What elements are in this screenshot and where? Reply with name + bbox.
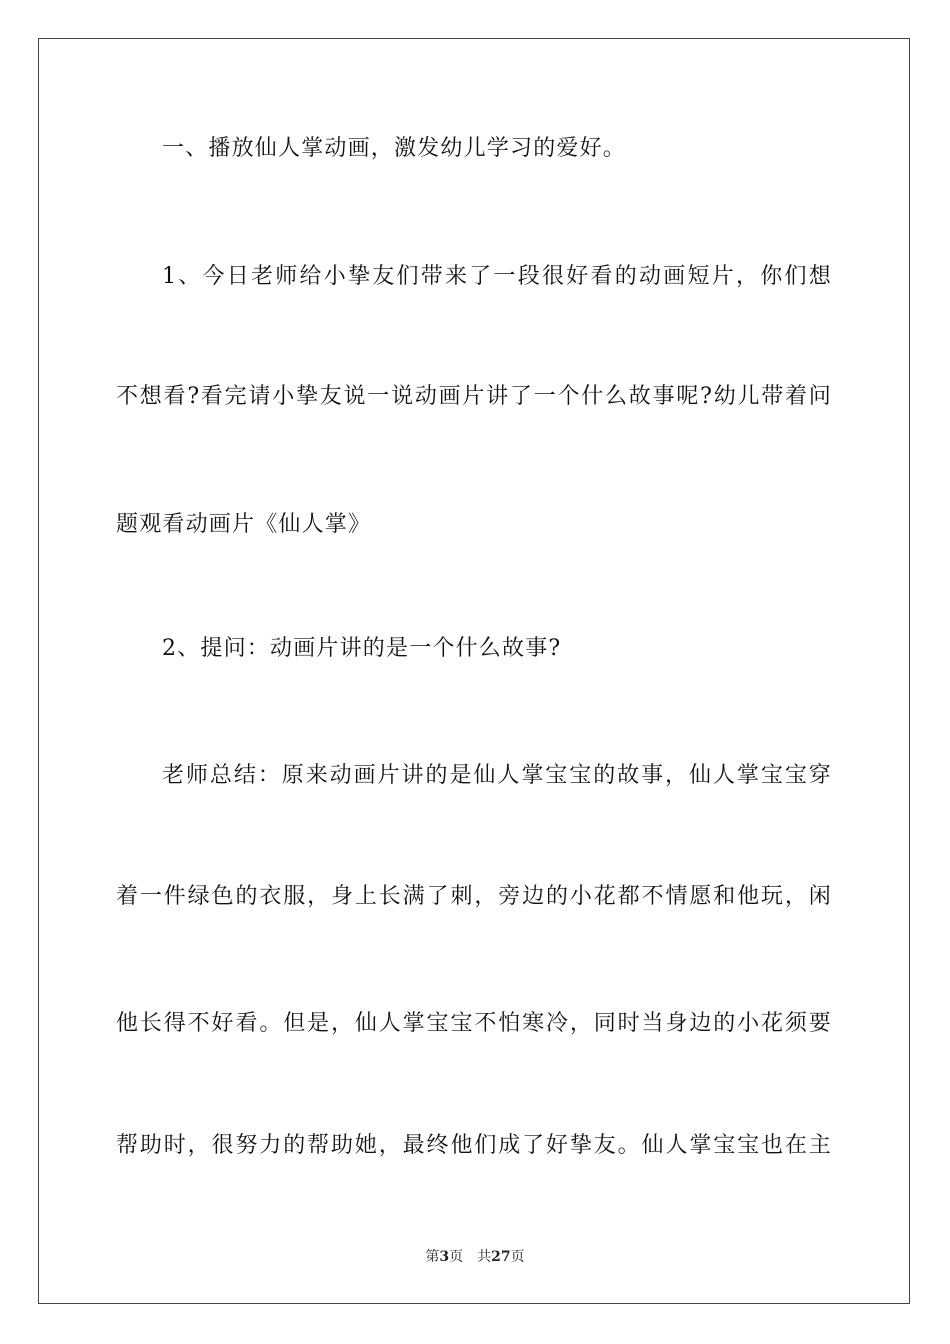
paragraph-line: 1、今日老师给小挚友们带来了一段很好看的动画短片，你们想 <box>162 264 832 289</box>
page-prefix: 第 <box>425 1249 440 1265</box>
paragraph-line: 不想看?看完请小挚友说一说动画片讲了一个什么故事呢?幼儿带着问 <box>116 384 832 409</box>
paragraph-line: 帮助时，很努力的帮助她，最终他们成了好挚友。仙人掌宝宝也在主 <box>116 1133 832 1158</box>
paragraph-line: 着一件绿色的衣服，身上长满了刺，旁边的小花都不情愿和他玩，闲 <box>116 884 832 909</box>
paragraph-line: 他长得不好看。但是，仙人掌宝宝不怕寒冷，同时当身边的小花须要 <box>116 1011 832 1036</box>
page-number-total: 27 <box>491 1249 511 1265</box>
page-border <box>38 38 910 1304</box>
total-suffix: 页 <box>510 1249 525 1265</box>
page-suffix: 页 <box>449 1249 464 1265</box>
paragraph-line: 老师总结：原来动画片讲的是仙人掌宝宝的故事，仙人掌宝宝穿 <box>162 763 832 788</box>
paragraph-line: 2、提问：动画片讲的是一个什么故事? <box>162 636 562 661</box>
paragraph-line: 题观看动画片《仙人掌》 <box>116 512 372 537</box>
page-footer <box>0 1247 950 1267</box>
section-heading: 一、播放仙人掌动画，激发幼儿学习的爱好。 <box>162 136 627 161</box>
page-number-current: 3 <box>439 1249 450 1265</box>
total-prefix: 共 <box>477 1249 492 1265</box>
